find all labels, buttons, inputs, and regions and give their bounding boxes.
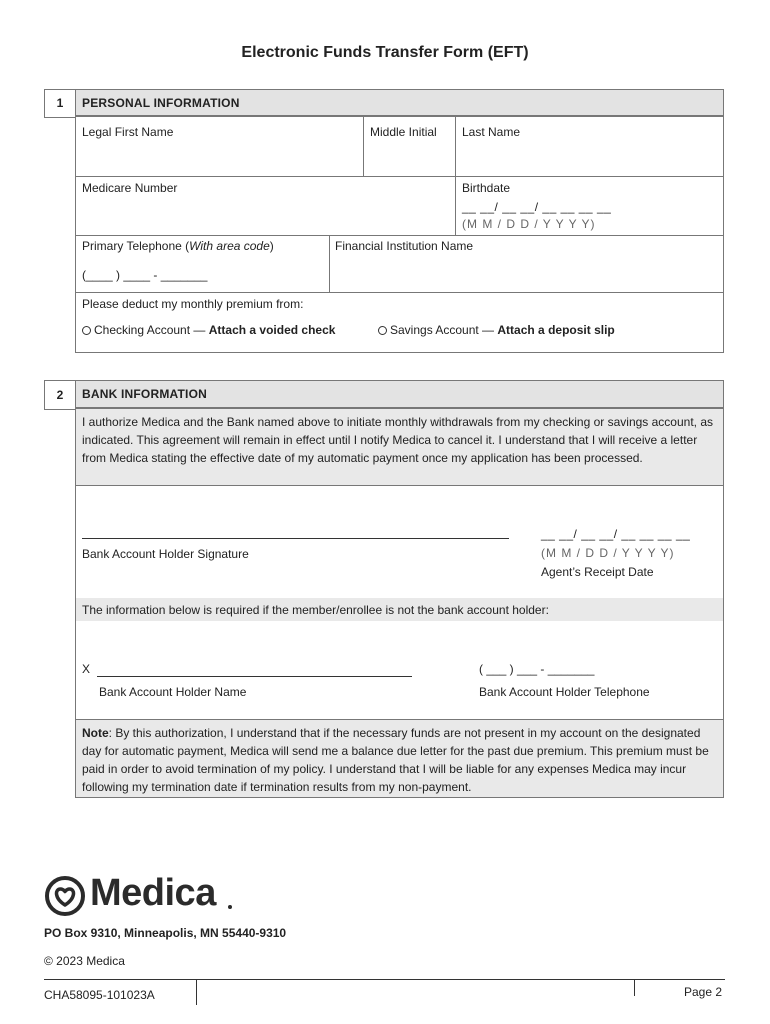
birthdate-label: Birthdate [462, 181, 511, 195]
deduct-prompt: Please deduct my monthly premium from: [82, 297, 304, 311]
medica-logo [44, 873, 244, 919]
holder-phone-input[interactable]: ( ___ ) ___ - _______ [479, 662, 595, 676]
payment-note: Note: By this authorization, I understand that if the necessary funds are not present in my account on the designated day for automatic payment, Medica will send me a balance due letter for the past due premium. This premium must be paid in order to avoid termination of my policy. I understand that I will be liable for any expenses Medica may incur following my termination date if termination results from my non-payment. [82, 726, 709, 794]
authorization-text: I authorize Medica and the Bank named above to initiate monthly withdrawals from my checking or savings account, as indicated. This agreement will remain in effect until I notify Medica to cancel it. I understand that I will receive a letter from Medica stating the effective date of my automatic payment once my application has been processed. [82, 415, 713, 465]
section-2-heading: BANK INFORMATION [75, 380, 724, 408]
mailing-address: PO Box 9310, Minneapolis, MN 55440-9310 [44, 926, 287, 940]
receipt-date-format: (M M / D D / Y Y Y Y) [541, 546, 675, 560]
middle-initial-label: Middle Initial [370, 125, 437, 139]
form-code: CHA58095-101023A [44, 988, 155, 1002]
page-number: Page 2 [684, 985, 723, 999]
savings-radio[interactable] [378, 326, 387, 335]
receipt-date-label: Agent’s Receipt Date [541, 565, 654, 579]
last-name-label: Last Name [462, 125, 521, 139]
primary-telephone-input[interactable]: (____ ) ____ - _______ [82, 268, 208, 282]
holder-phone-label: Bank Account Holder Telephone [479, 685, 650, 699]
signature-line[interactable] [82, 538, 509, 539]
medica-heart-icon [44, 875, 86, 917]
section-1-number: 1 [44, 89, 76, 118]
primary-telephone-label: Primary Telephone (With area code) [82, 239, 274, 253]
savings-account-option[interactable]: Savings Account — Attach a deposit slip [378, 323, 615, 337]
checking-radio[interactable] [82, 326, 91, 335]
page-title: Electronic Funds Transfer Form (EFT) [241, 44, 529, 61]
first-name-label: Legal First Name [82, 125, 174, 139]
signature-label: Bank Account Holder Signature [82, 547, 249, 561]
medica-wordmark: Medica [90, 872, 216, 914]
receipt-date-input[interactable]: __ __/ __ __/ __ __ __ __ [541, 527, 691, 541]
section-2-number: 2 [44, 380, 76, 410]
birthdate-format: (M M / D D / Y Y Y Y) [462, 217, 596, 231]
financial-institution-label: Financial Institution Name [335, 239, 474, 253]
copyright: © 2023 Medica [44, 954, 125, 968]
section-1-heading: PERSONAL INFORMATION [75, 89, 724, 116]
x-mark: X [82, 662, 91, 676]
checking-account-option[interactable]: Checking Account — Attach a voided check [82, 323, 335, 337]
medicare-number-label: Medicare Number [82, 181, 178, 195]
birthdate-input[interactable]: __ __/ __ __/ __ __ __ __ [462, 200, 612, 214]
holder-name-line[interactable] [97, 676, 412, 677]
holder-name-label: Bank Account Holder Name [99, 685, 247, 699]
required-info-note: The information below is required if the member/enrollee is not the bank account holder: [82, 603, 549, 617]
financial-institution-field[interactable] [330, 256, 723, 291]
